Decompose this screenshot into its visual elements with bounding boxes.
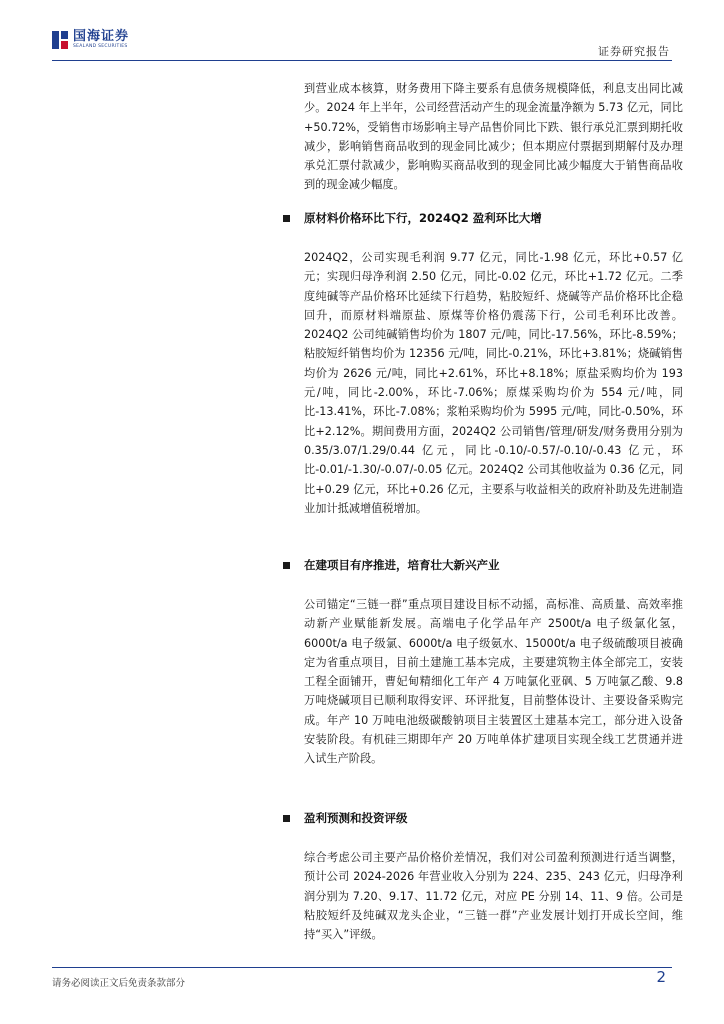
footer-divider	[52, 967, 672, 968]
section-title: 盈利预测和投资评级	[304, 811, 408, 825]
paragraph-text: 综合考虑公司主要产品价格价差情况，我们对公司盈利预测进行适当调整，预计公司 2024-2026 年营业收入分别为 224、235、243 亿元，归母净利润分别为 7.20、9.17、11.72 亿元，对应 PE 分别 14、11、9 倍。公司是粘胶短纤及纯碱双龙头企业，“三链一群”产业发展计划打开成长空间，维持“买入”评级。	[304, 851, 683, 942]
logo-name-cn: 国海证券	[73, 29, 130, 44]
section-heading-projects	[283, 557, 500, 573]
paragraph-q2-results	[304, 248, 683, 518]
document-type: 证券研究报告	[598, 45, 670, 58]
logo-name-en: SEALAND SECURITIES	[73, 44, 128, 49]
section-heading-margin	[283, 210, 542, 226]
paragraph-cashflow	[304, 79, 683, 195]
paragraph-text: 到营业成本核算，财务费用下降主要系有息债务规模降低，利息支出同比减少。2024 年上半年，公司经营活动产生的现金流量净额为 5.73 亿元，同比+50.72%，受销售市场影响主导产品售价同比下跌、银行承兑汇票到期托收减少，影响销售商品收到的现金同比减少；但本期应付票据到期解付及办理承兑汇票付款减少，影响购买商品收到的现金同比减少幅度大于销售商品收到的现金减少幅度。	[304, 82, 683, 192]
square-bullet-icon	[283, 562, 290, 569]
section-title: 在建项目有序推进，培育壮大新兴产业	[304, 558, 500, 572]
company-logo	[52, 30, 129, 50]
section-title: 原材料价格环比下行，2024Q2 盈利环比大增	[304, 211, 542, 225]
section-heading-forecast	[283, 810, 408, 826]
square-bullet-icon	[283, 215, 290, 222]
page-header	[0, 0, 724, 60]
square-bullet-icon	[283, 815, 290, 822]
page-number: 2	[656, 968, 666, 986]
paragraph-text: 2024Q2，公司实现毛利润 9.77 亿元，同比-1.98 亿元，环比+0.57 亿元；实现归母净利润 2.50 亿元，同比-0.02 亿元，环比+1.72 亿元。二季度纯碱等产品价格环比延续下行趋势，粘胶短纤、烧碱等产品价格环比企稳回升，而原材料端原盐、原煤等价格仍震荡下行，公司毛利环比改善。2024Q2 公司纯碱销售均价为 1807 元/吨，同比-17.56%，环比-8.59%；粘胶短纤销售均价为 12356 元/吨，同比-0.21%，环比+3.81%；烧碱销售均价为 2626 元/吨，同比+2.61%，环比+8.18%；原盐采购均价为 193 元/吨，同比-2.00%，环比-7.06%；原煤采购均价为 554 元/吨，同比-13.41%，环比-7.08%；浆粕采购均价为 5995 元/吨，同比-0.50%，环比+2.12%。期间费用方面，2024Q2 公司销售/管理/研发/财务费用分别为 0.35/3.07/1.29/0.44 亿元，同比-0.10/-0.57/-0.10/-0.43 亿元，环比-0.01/-1.30/-0.07/-0.05 亿元。2024Q2 公司其他收益为 0.36 亿元，同比+0.29 亿元，环比+0.26 亿元，主要系与收益相关的政府补助及先进制造业加计抵减增值税增加。	[304, 251, 683, 515]
footer-disclaimer: 请务必阅读正文后免责条款部分	[52, 978, 186, 989]
header-divider	[52, 60, 672, 61]
paragraph-projects	[304, 595, 683, 769]
paragraph-forecast	[304, 848, 683, 944]
paragraph-text: 公司锚定“三链一群”重点项目建设目标不动摇，高标准、高质量、高效率推动新产业赋能新发展。高端电子化学品年产 2500t/a 电子级氯化氢，6000t/a 电子级氯、6000t/a 电子级氨水、15000t/a 电子级硫酸项目被确定为省重点项目，目前土建施工基本完成，主要建筑物主体全部完工，安装工程全面铺开，曹妃甸精细化工年产 4 万吨氯化亚砜、5 万吨氯乙酸、9.8 万吨烧碱项目已顺利取得安评、环评批复，目前整体设计、主要设备采购完成。年产 10 万吨电池级碳酸钠项目主装置区土建基本完工，部分进入设备安装阶段。有机硅三期即年产 20 万吨单体扩建项目实现全线工艺贯通并进入试生产阶段。	[304, 598, 683, 766]
logo-icon	[52, 31, 68, 49]
